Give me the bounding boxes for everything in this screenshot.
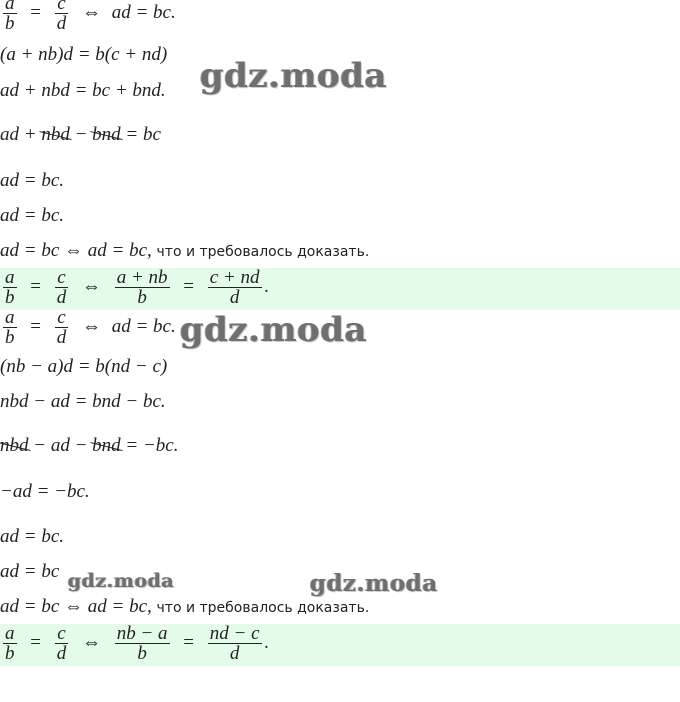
equation-line-cancel: ad + nbd − bnd = bc bbox=[0, 124, 161, 145]
conclusion-text: что и требовалось доказать. bbox=[156, 600, 370, 616]
conclusion-line: ad = bc ⇔ ad = bc, что и требовалось доказать. bbox=[0, 596, 370, 617]
equation-line: (nb − a)d = b(nd − c) bbox=[0, 356, 168, 377]
conclusion-text: что и требовалось доказать. bbox=[156, 244, 370, 260]
part1-top-line: $\frac{a}{b}$ = $\frac{c}{d}$ ⇔ ad = bc. bbox=[0, 0, 680, 40]
conclusion-line: ad = bc ⇔ ad = bc, что и требовалось доказать. bbox=[0, 240, 370, 261]
equation-line: −ad = −bc. bbox=[0, 481, 90, 502]
equation-line: ad = bc. bbox=[0, 205, 65, 226]
cancelled-term: nbd bbox=[41, 124, 70, 145]
equation-line: (a + nb)d = b(c + nd) bbox=[0, 44, 168, 65]
result-line-2: $\frac{a}{b}$ = $\frac{c}{d}$ ⇔ $\frac{nb - a}{b}$ = $\frac{nd - c}{d}$ . bbox=[5, 623, 270, 664]
fraction-a-b: $\frac{a}{b}$ bbox=[5, 0, 15, 34]
equation-line: ad + nbd = bc + bnd. bbox=[0, 80, 166, 101]
watermark-logo: gdz.moda bbox=[310, 570, 438, 597]
result-line-1: $\frac{a}{b}$ = $\frac{c}{d}$ ⇔ $\frac{a + nb}{b}$ = $\frac{c + nd}{d}$ . bbox=[5, 267, 270, 308]
equation-line-cancel: nbd − ad − bnd = −bc. bbox=[0, 435, 179, 456]
cancelled-term: bnd bbox=[92, 435, 121, 456]
equation-line: ad = bc. bbox=[0, 170, 65, 191]
watermark-logo: gdz.moda bbox=[68, 570, 175, 592]
fraction-c-d: $\frac{c}{d}$ bbox=[56, 0, 67, 34]
watermark-logo: gdz.moda bbox=[200, 56, 388, 96]
equation-line: ad = bc. bbox=[0, 526, 65, 547]
watermark-logo: gdz.moda bbox=[180, 310, 368, 350]
cancelled-term: bnd bbox=[92, 124, 121, 145]
equation-line: ad = bc bbox=[0, 561, 60, 582]
part2-top-line: $\frac{a}{b}$ = $\frac{c}{d}$ ⇔ ad = bc. bbox=[5, 307, 176, 348]
cancelled-term: nbd bbox=[0, 435, 29, 456]
equation-line: nbd − ad = bnd − bc. bbox=[0, 391, 166, 412]
